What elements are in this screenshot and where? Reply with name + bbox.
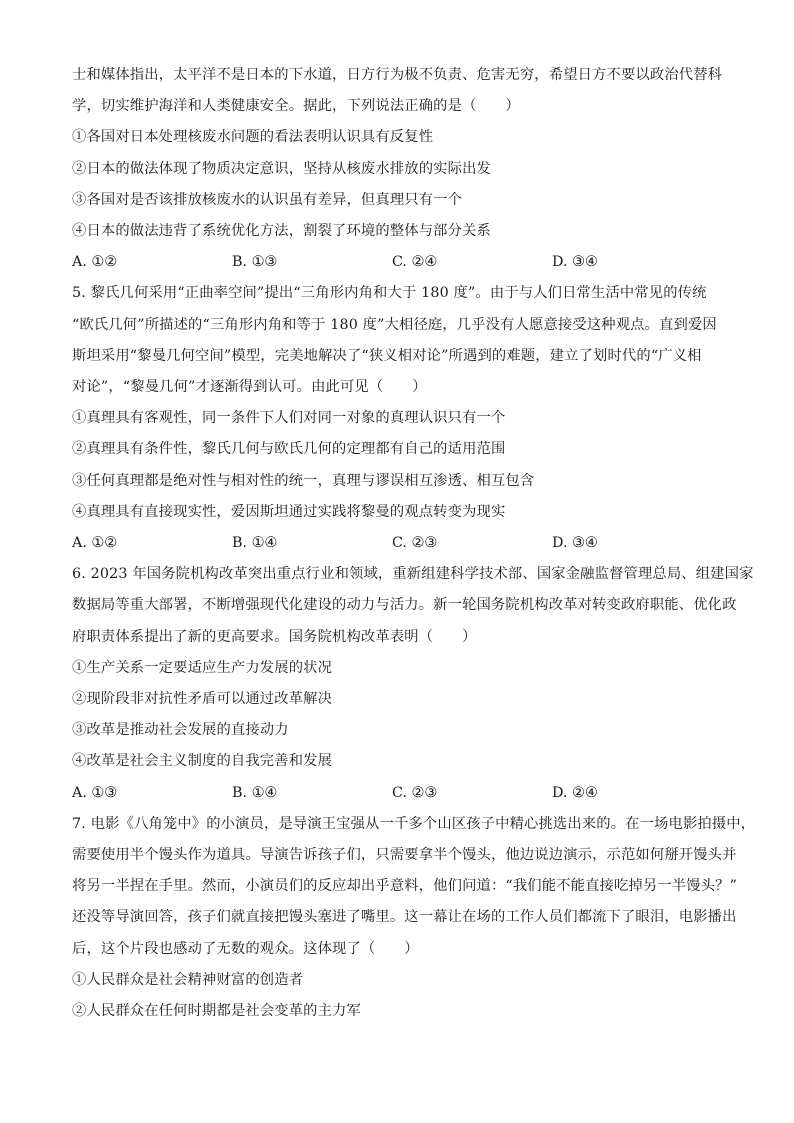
statement: ④改革是社会主义制度的自我完善和发展 xyxy=(72,753,333,770)
question-6 xyxy=(72,559,754,809)
question-stem-line: 需要使用半个馒头作为道具。导演告诉孩子们，只需要拿半个馒头，他边说边演示，示范如何掰开馒头并 xyxy=(72,847,737,864)
question-4 xyxy=(72,60,732,278)
answer-choices xyxy=(72,778,732,809)
question-stem-line: 7. 电影《八角笼中》的小演员，是导演王宝强从一千多个山区孩子中精心挑选出来的。在一场电影拍摄中， xyxy=(72,815,756,832)
question-stem-line: 府职责体系提出了新的更高要求。国务院机构改革表明（ ） xyxy=(72,628,477,645)
choice-a: A. ①② xyxy=(72,254,118,271)
question-stem-line: 5. 黎氏几何采用“正曲率空间”提出“三角形内角和大于 180 度”。由于与人们日常生活中常见的传统 xyxy=(72,285,707,302)
statement: ④真理具有直接现实性，爱因斯坦通过实践将黎曼的观点转变为现实 xyxy=(72,503,506,520)
question-7 xyxy=(72,809,756,1027)
choice-b: B. ①④ xyxy=(232,535,278,552)
question-stem-line: 将另一半捏在手里。然而，小演员们的反应却出乎意料，他们问道：“我们能不能直接吃掉另一半馒头？” xyxy=(72,878,738,895)
question-stem-line: “欧氏几何”所描述的“三角形内角和等于 180 度”大相径庭，几乎没有人愿意接受这种观点。直到爱因 xyxy=(72,316,717,333)
statement: ④日本的做法违背了系统优化方法，割裂了环境的整体与部分关系 xyxy=(72,223,491,240)
answer-choices xyxy=(72,528,732,559)
question-stem-line: 数据局等重大部署，不断增强现代化建设的动力与活力。新一轮国务院机构改革对转变政府职能、优化政 xyxy=(72,597,737,614)
choice-c: C. ②③ xyxy=(392,784,438,801)
choice-d: D. ②④ xyxy=(552,784,598,801)
statement: ②人民群众在任何时期都是社会变革的主力军 xyxy=(72,1003,361,1020)
answer-choices xyxy=(72,247,732,278)
statement: ②真理具有条件性，黎氏几何与欧氏几何的定理都有自己的适用范围 xyxy=(72,441,506,458)
statement: ①各国对日本处理核废水问题的看法表明认识具有反复性 xyxy=(72,129,434,146)
question-stem-line: 还没等导演回答，孩子们就直接把馒头塞进了嘴里。这一幕让在场的工作人员们都流下了眼泪，电影播出 xyxy=(72,909,737,926)
statement: ③各国对是否该排放核废水的认识虽有差异，但真理只有一个 xyxy=(72,191,463,208)
choice-a: A. ①③ xyxy=(72,784,118,801)
question-stem-line: 对论”，“黎曼几何”才逐渐得到认可。由此可见（ ） xyxy=(72,379,427,396)
statement: ①生产关系一定要适应生产力发展的状况 xyxy=(72,659,333,676)
statement: ①人民群众是社会精神财富的创造者 xyxy=(72,971,304,988)
question-stem-line: 6. 2023 年国务院机构改革突出重点行业和领域，重新组建科学技术部、国家金融监督管理总局、组建国家 xyxy=(72,566,754,583)
choice-b: B. ①④ xyxy=(232,784,278,801)
statement: ②现阶段非对抗性矛盾可以通过改革解决 xyxy=(72,691,333,708)
choice-a: A. ①② xyxy=(72,535,118,552)
statement: ①真理具有客观性，同一条件下人们对同一对象的真理认识只有一个 xyxy=(72,410,506,427)
statement: ③改革是推动社会发展的直接动力 xyxy=(72,722,289,739)
question-stem-line: 士和媒体指出，太平洋不是日本的下水道，日方行为极不负责、危害无穷，希望日方不要以政治代替科 xyxy=(72,67,723,83)
choice-c: C. ②③ xyxy=(392,535,438,552)
choice-c: C. ②④ xyxy=(392,254,438,271)
exam-page xyxy=(72,60,756,1027)
choice-d: D. ③④ xyxy=(552,535,598,552)
statement: ③任何真理都是绝对性与相对性的统一，真理与谬误相互渗透、相互包含 xyxy=(72,472,535,489)
choice-b: B. ①③ xyxy=(232,254,278,271)
statement: ②日本的做法体现了物质决定意识，坚持从核废水排放的实际出发 xyxy=(72,160,491,177)
question-stem-line: 后，这个片段也感动了无数的观众。这体现了（ ） xyxy=(72,940,419,957)
question-stem-line: 学，切实维护海洋和人类健康安全。据此，下列说法正确的是（ ） xyxy=(72,98,520,115)
question-5 xyxy=(72,278,732,559)
question-stem-line: 斯坦采用“黎曼几何空间”模型，完美地解决了“狭义相对论”所遇到的难题，建立了划时代的“广义相 xyxy=(72,347,702,364)
choice-d: D. ③④ xyxy=(552,254,598,271)
